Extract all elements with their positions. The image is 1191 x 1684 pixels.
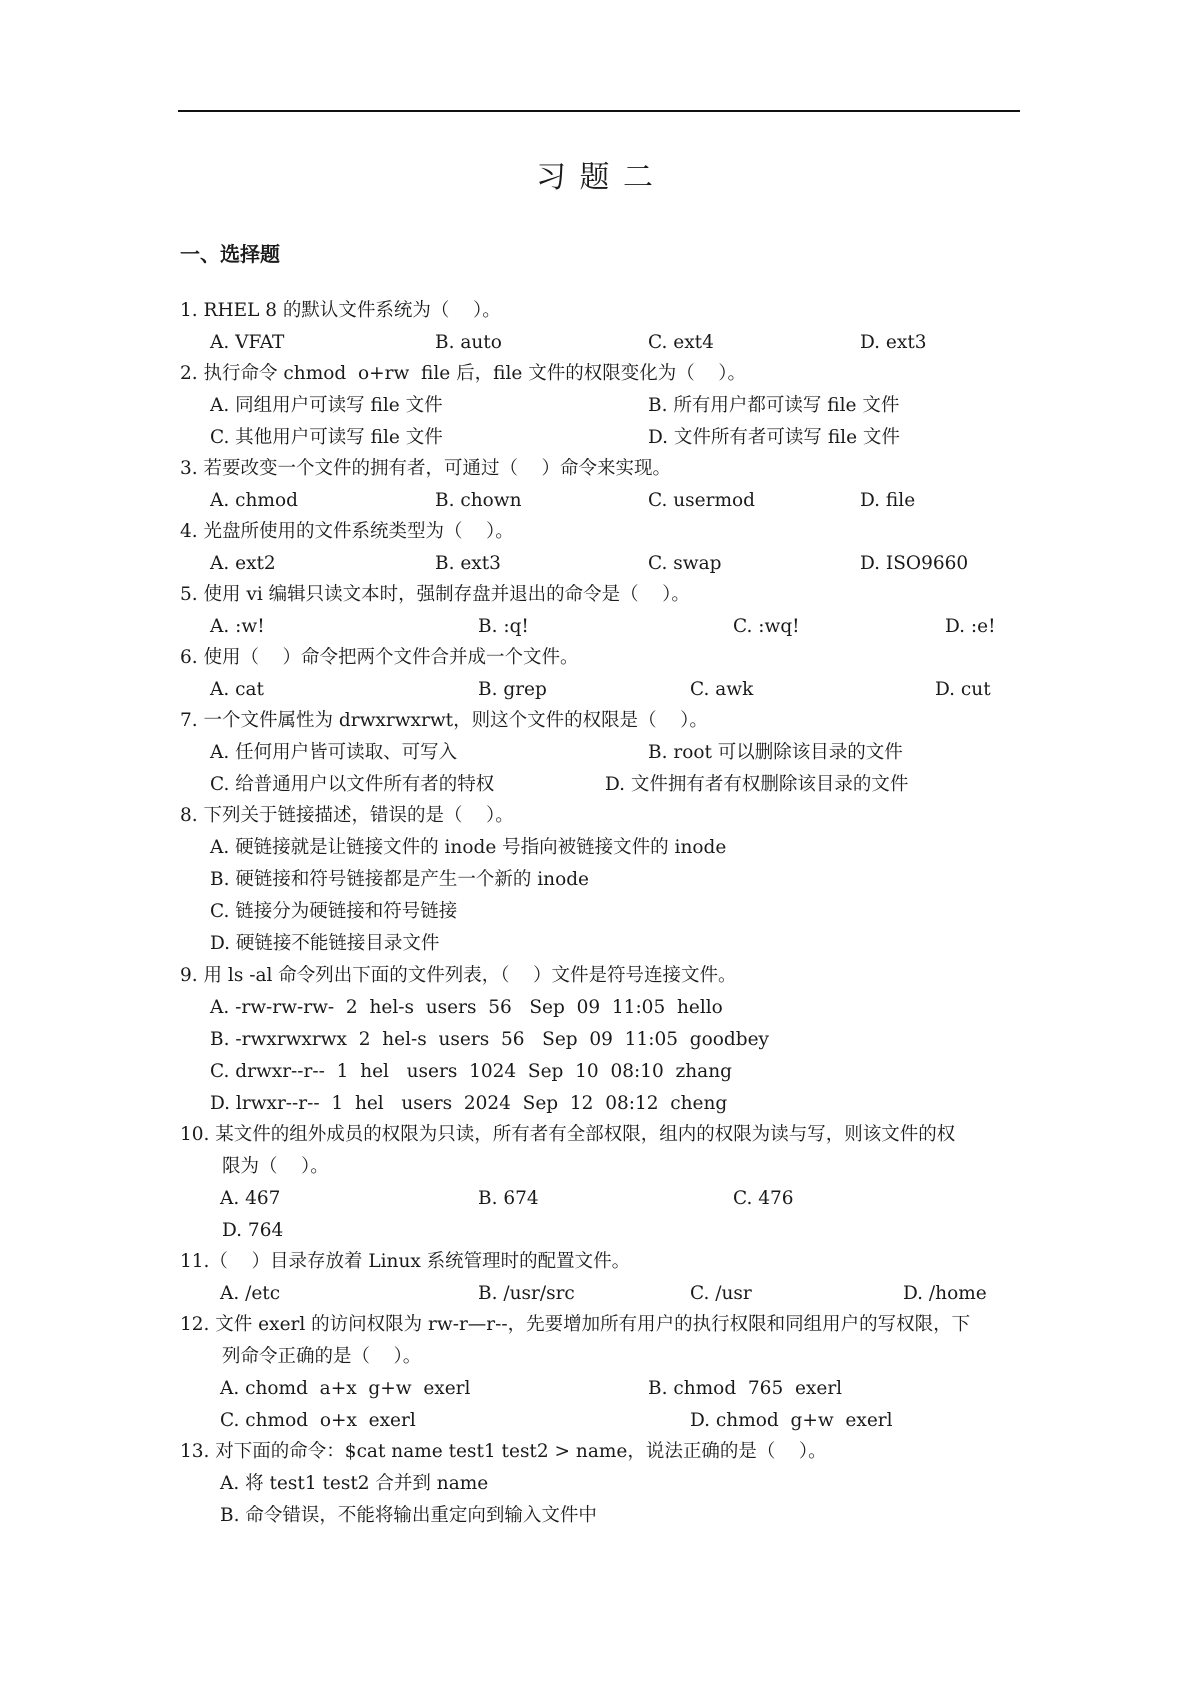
- q6-option-b: B. grep: [478, 679, 547, 700]
- q11-option-a: A. /etc: [220, 1283, 281, 1304]
- q7-option-c: C. 给普通用户以文件所有者的特权: [210, 774, 495, 795]
- q3-option-b: B. chown: [435, 490, 522, 511]
- q6-option-d: D. cut: [935, 679, 991, 700]
- question-12-cont: 列命令正确的是（ ）。: [222, 1346, 422, 1367]
- q11-option-d: D. /home: [903, 1283, 987, 1304]
- q4-option-d: D. ISO9660: [860, 553, 969, 574]
- q9-option-b: B. -rwxrwxrwx 2 hel-s users 56 Sep 09 11:05 goodbey: [210, 1029, 769, 1050]
- q12-option-a: A. chomd a+x g+w exerl: [220, 1378, 471, 1399]
- question-9: 9. 用 ls -al 命令列出下面的文件列表，（ ）文件是符号连接文件。: [180, 965, 737, 986]
- q7-option-b: B. root 可以删除该目录的文件: [648, 742, 903, 763]
- q1-option-d: D. ext3: [860, 332, 927, 353]
- q8-option-a: A. 硬链接就是让链接文件的 inode 号指向被链接文件的 inode: [210, 837, 727, 858]
- question-10: 10. 某文件的组外成员的权限为只读，所有者有全部权限，组内的权限为读与写，则该文件的权: [180, 1124, 956, 1145]
- q2-option-d: D. 文件所有者可读写 file 文件: [648, 427, 900, 448]
- q3-option-c: C. usermod: [648, 490, 755, 511]
- q11-option-b: B. /usr/src: [478, 1283, 575, 1304]
- q4-option-c: C. swap: [648, 553, 722, 574]
- question-6: 6. 使用（ ）命令把两个文件合并成一个文件。: [180, 647, 579, 668]
- q5-option-d: D. :e!: [945, 616, 996, 637]
- q9-option-d: D. lrwxr--r-- 1 hel users 2024 Sep 12 08:12 cheng: [210, 1093, 728, 1114]
- q11-option-c: C. /usr: [690, 1283, 752, 1304]
- q10-option-c: C. 476: [733, 1188, 794, 1209]
- q5-option-a: A. :w!: [210, 616, 265, 637]
- question-13: 13. 对下面的命令：$cat name test1 test2 > name，说法正确的是（ ）。: [180, 1441, 827, 1462]
- q10-option-a: A. 467: [220, 1188, 281, 1209]
- q7-option-d: D. 文件拥有者有权删除该目录的文件: [605, 774, 909, 795]
- q6-option-a: A. cat: [210, 679, 264, 700]
- q12-option-d: D. chmod g+w exerl: [690, 1410, 893, 1431]
- q3-option-a: A. chmod: [210, 490, 298, 511]
- q2-option-b: B. 所有用户都可读写 file 文件: [648, 395, 900, 416]
- q12-option-c: C. chmod o+x exerl: [220, 1410, 416, 1431]
- q1-option-b: B. auto: [435, 332, 502, 353]
- q4-option-b: B. ext3: [435, 553, 501, 574]
- q6-option-c: C. awk: [690, 679, 754, 700]
- q8-option-d: D. 硬链接不能链接目录文件: [210, 933, 440, 954]
- q2-option-a: A. 同组用户可读写 file 文件: [210, 395, 443, 416]
- question-4: 4. 光盘所使用的文件系统类型为（ ）。: [180, 521, 514, 542]
- page-title: 习 题 二: [535, 160, 656, 195]
- q7-option-a: A. 任何用户皆可读取、可写入: [210, 742, 458, 763]
- question-11: 11.（ ）目录存放着 Linux 系统管理时的配置文件。: [180, 1251, 631, 1272]
- question-3: 3. 若要改变一个文件的拥有者，可通过（ ）命令来实现。: [180, 458, 672, 479]
- q4-option-a: A. ext2: [210, 553, 276, 574]
- q12-option-b: B. chmod 765 exerl: [648, 1378, 843, 1399]
- q2-option-c: C. 其他用户可读写 file 文件: [210, 427, 443, 448]
- q5-option-b: B. :q!: [478, 616, 529, 637]
- q1-option-a: A. VFAT: [210, 332, 285, 353]
- q1-option-c: C. ext4: [648, 332, 714, 353]
- question-10-cont: 限为（ ）。: [222, 1156, 329, 1177]
- q9-option-c: C. drwxr--r-- 1 hel users 1024 Sep 10 08:10 zhang: [210, 1061, 732, 1082]
- header-rule: [178, 110, 1020, 112]
- q13-option-a: A. 将 test1 test2 合并到 name: [220, 1473, 489, 1494]
- question-8: 8. 下列关于链接描述，错误的是（ ）。: [180, 805, 514, 826]
- question-5: 5. 使用 vi 编辑只读文本时，强制存盘并退出的命令是（ ）。: [180, 584, 690, 605]
- q13-option-b: B. 命令错误，不能将输出重定向到输入文件中: [220, 1505, 597, 1526]
- q9-option-a: A. -rw-rw-rw- 2 hel-s users 56 Sep 09 11:05 hello: [210, 997, 723, 1018]
- q10-option-d: D. 764: [222, 1220, 284, 1241]
- question-1: 1. RHEL 8 的默认文件系统为（ ）。: [180, 300, 501, 321]
- q3-option-d: D. file: [860, 490, 916, 511]
- q5-option-c: C. :wq!: [733, 616, 800, 637]
- q8-option-c: C. 链接分为硬链接和符号链接: [210, 901, 458, 922]
- q8-option-b: B. 硬链接和符号链接都是产生一个新的 inode: [210, 869, 589, 890]
- q10-option-b: B. 674: [478, 1188, 539, 1209]
- question-2: 2. 执行命令 chmod o+rw file 后，file 文件的权限变化为（ ）。: [180, 363, 746, 384]
- question-7: 7. 一个文件属性为 drwxrwxrwt，则这个文件的权限是（ ）。: [180, 710, 708, 731]
- question-12: 12. 文件 exerl 的访问权限为 rw-r—r--，先要增加所有用户的执行权限和同组用户的写权限，下: [180, 1314, 971, 1335]
- section-heading: 一、选择题: [180, 242, 280, 266]
